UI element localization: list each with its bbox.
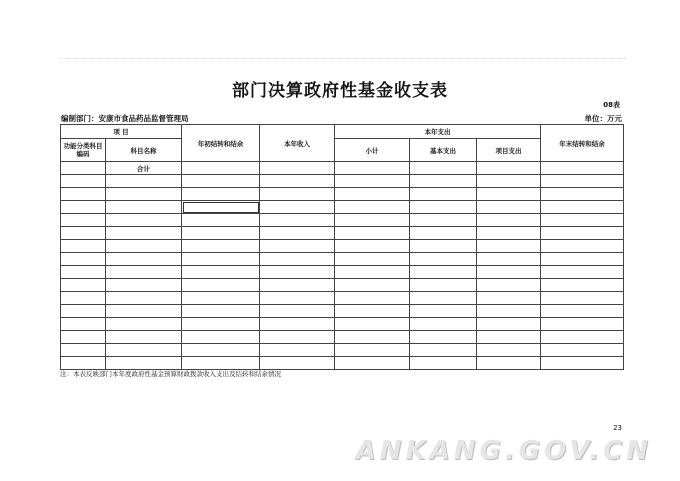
table-cell[interactable] <box>541 266 624 279</box>
table-cell[interactable] <box>61 175 106 188</box>
document-title: 部门决算政府性基金收支表 <box>232 81 448 101</box>
table-row <box>61 279 624 292</box>
table-cell[interactable] <box>106 357 182 370</box>
table-cell[interactable] <box>410 240 477 253</box>
table-cell[interactable] <box>260 214 335 227</box>
table-cell[interactable] <box>182 188 260 201</box>
table-cell[interactable] <box>106 227 182 240</box>
table-body <box>61 162 624 370</box>
table-row <box>61 318 624 331</box>
table-cell[interactable] <box>410 305 477 318</box>
table-cell[interactable] <box>477 240 541 253</box>
table-cell[interactable] <box>541 201 624 214</box>
table-cell[interactable] <box>182 357 260 370</box>
table-cell[interactable] <box>410 344 477 357</box>
table-cell[interactable] <box>410 201 477 214</box>
table-cell[interactable] <box>410 279 477 292</box>
table-cell[interactable] <box>335 240 410 253</box>
table-cell[interactable] <box>541 357 624 370</box>
table-cell[interactable] <box>61 162 106 175</box>
table-row <box>61 201 624 214</box>
table-cell[interactable] <box>106 279 182 292</box>
table-cell[interactable] <box>410 331 477 344</box>
table-cell[interactable] <box>477 357 541 370</box>
table-cell[interactable] <box>106 253 182 266</box>
table-cell[interactable] <box>106 292 182 305</box>
table-cell[interactable] <box>477 305 541 318</box>
table-cell[interactable] <box>541 292 624 305</box>
table-cell[interactable] <box>61 331 106 344</box>
table-cell[interactable] <box>335 201 410 214</box>
table-cell[interactable] <box>410 266 477 279</box>
table-cell[interactable] <box>335 253 410 266</box>
table-cell[interactable] <box>477 227 541 240</box>
header-subtotal: 小计 <box>335 139 410 162</box>
table-cell[interactable] <box>260 266 335 279</box>
table-cell[interactable] <box>260 357 335 370</box>
table-cell[interactable] <box>182 344 260 357</box>
table-cell[interactable] <box>541 227 624 240</box>
table-cell[interactable] <box>260 162 335 175</box>
table-cell[interactable] <box>260 279 335 292</box>
table-cell[interactable] <box>410 214 477 227</box>
table-cell[interactable] <box>61 227 106 240</box>
site-watermark: ANKANG.GOV.CN <box>355 436 652 466</box>
table-cell[interactable] <box>477 292 541 305</box>
table-cell[interactable] <box>182 279 260 292</box>
table-cell[interactable] <box>260 175 335 188</box>
table-cell[interactable] <box>260 240 335 253</box>
table-cell[interactable] <box>61 318 106 331</box>
table-cell[interactable] <box>260 188 335 201</box>
table-cell[interactable] <box>260 227 335 240</box>
table-row <box>61 240 624 253</box>
table-cell[interactable] <box>541 344 624 357</box>
table-cell[interactable] <box>182 292 260 305</box>
table-row <box>61 266 624 279</box>
table-cell[interactable] <box>477 201 541 214</box>
selected-cell[interactable] <box>182 201 260 214</box>
table-cell[interactable] <box>106 240 182 253</box>
table-cell[interactable] <box>182 318 260 331</box>
table-cell[interactable] <box>182 266 260 279</box>
table-cell[interactable] <box>106 305 182 318</box>
table-cell[interactable] <box>335 227 410 240</box>
table-cell[interactable] <box>106 331 182 344</box>
table-cell[interactable] <box>335 214 410 227</box>
table-cell[interactable] <box>335 344 410 357</box>
table-cell[interactable] <box>335 318 410 331</box>
table-cell[interactable] <box>410 227 477 240</box>
table-cell[interactable] <box>61 253 106 266</box>
table-cell[interactable] <box>260 331 335 344</box>
table-cell[interactable] <box>106 175 182 188</box>
table-cell[interactable] <box>541 188 624 201</box>
table-cell[interactable] <box>335 357 410 370</box>
table-cell[interactable] <box>410 188 477 201</box>
fund-income-expense-table <box>60 124 624 370</box>
table-cell[interactable] <box>106 318 182 331</box>
table-cell[interactable] <box>260 201 335 214</box>
table-cell[interactable] <box>410 162 477 175</box>
table-cell[interactable] <box>477 175 541 188</box>
header-project-expense: 项目支出 <box>477 139 541 162</box>
table-cell[interactable] <box>61 188 106 201</box>
table-row <box>61 292 624 305</box>
table-cell[interactable] <box>477 318 541 331</box>
table-cell[interactable] <box>260 318 335 331</box>
header-item: 项 目 <box>61 125 182 139</box>
table-cell[interactable] <box>541 305 624 318</box>
total-label: 合计 <box>106 162 182 175</box>
table-cell[interactable] <box>182 214 260 227</box>
table-cell[interactable] <box>182 305 260 318</box>
table-cell[interactable] <box>335 292 410 305</box>
table-row <box>61 357 624 370</box>
table-cell[interactable] <box>61 214 106 227</box>
table-cell[interactable] <box>410 253 477 266</box>
header-basic-expense: 基本支出 <box>410 139 477 162</box>
table-cell[interactable] <box>335 305 410 318</box>
table-cell[interactable] <box>410 292 477 305</box>
table-cell[interactable] <box>541 279 624 292</box>
table-cell[interactable] <box>61 240 106 253</box>
table-cell[interactable] <box>106 266 182 279</box>
table-cell[interactable] <box>477 279 541 292</box>
table-cell[interactable] <box>182 175 260 188</box>
unit-label: 单位：万元 <box>584 114 622 123</box>
table-cell[interactable] <box>477 162 541 175</box>
table-cell[interactable] <box>106 214 182 227</box>
table-cell[interactable] <box>335 188 410 201</box>
table-row <box>61 253 624 266</box>
table-cell[interactable] <box>541 331 624 344</box>
table-cell[interactable] <box>477 214 541 227</box>
table-cell[interactable] <box>410 175 477 188</box>
table-cell[interactable] <box>260 253 335 266</box>
table-cell[interactable] <box>182 227 260 240</box>
table-cell[interactable] <box>477 253 541 266</box>
table-cell[interactable] <box>477 188 541 201</box>
table-cell[interactable] <box>182 253 260 266</box>
department-label: 编制部门：安康市食品药品监督管理局 <box>61 114 189 123</box>
table-cell[interactable] <box>477 266 541 279</box>
page-number: 23 <box>613 424 622 432</box>
table-cell[interactable] <box>410 357 477 370</box>
table-cell[interactable] <box>541 175 624 188</box>
page-edge <box>60 58 625 59</box>
table-row <box>61 188 624 201</box>
header-income: 本年收入 <box>260 125 335 162</box>
footnote: 注：本表反映部门本年度政府性基金预算财政拨款收入支出及结转和结余情况 <box>60 370 281 378</box>
table-cell[interactable] <box>335 279 410 292</box>
table-cell[interactable] <box>541 318 624 331</box>
table-cell[interactable] <box>61 292 106 305</box>
table-cell[interactable] <box>541 214 624 227</box>
header-func-code: 功能分类科目编码 <box>61 139 106 162</box>
table-cell[interactable] <box>335 331 410 344</box>
header-subject-name: 科目名称 <box>106 139 182 162</box>
table-row <box>61 305 624 318</box>
table-row <box>61 214 624 227</box>
table-row <box>61 331 624 344</box>
table-cell[interactable] <box>182 240 260 253</box>
table-cell[interactable] <box>61 201 106 214</box>
table-cell[interactable] <box>410 318 477 331</box>
header-end-balance: 年末结转和结余 <box>541 125 624 162</box>
table-cell[interactable] <box>61 357 106 370</box>
table-cell[interactable] <box>106 188 182 201</box>
table-cell[interactable] <box>260 305 335 318</box>
table-cell[interactable] <box>106 201 182 214</box>
header-begin-balance: 年初结转和结余 <box>182 125 260 162</box>
table-cell[interactable] <box>61 305 106 318</box>
table-row <box>61 175 624 188</box>
header-expense-group: 本年支出 <box>335 125 541 139</box>
table-row <box>61 162 624 175</box>
table-cell[interactable] <box>335 175 410 188</box>
table-cell[interactable] <box>260 292 335 305</box>
table-cell[interactable] <box>106 344 182 357</box>
table-row <box>61 344 624 357</box>
table-cell[interactable] <box>182 162 260 175</box>
table-cell[interactable] <box>61 266 106 279</box>
table-cell[interactable] <box>541 162 624 175</box>
table-cell[interactable] <box>260 344 335 357</box>
table-cell[interactable] <box>335 162 410 175</box>
table-row <box>61 227 624 240</box>
table-cell[interactable] <box>541 253 624 266</box>
table-cell[interactable] <box>541 240 624 253</box>
table-cell[interactable] <box>182 331 260 344</box>
table-cell[interactable] <box>335 266 410 279</box>
form-number: 08表 <box>603 101 620 109</box>
table-cell[interactable] <box>61 279 106 292</box>
table-cell[interactable] <box>477 344 541 357</box>
table-cell[interactable] <box>61 344 106 357</box>
table-cell[interactable] <box>477 331 541 344</box>
